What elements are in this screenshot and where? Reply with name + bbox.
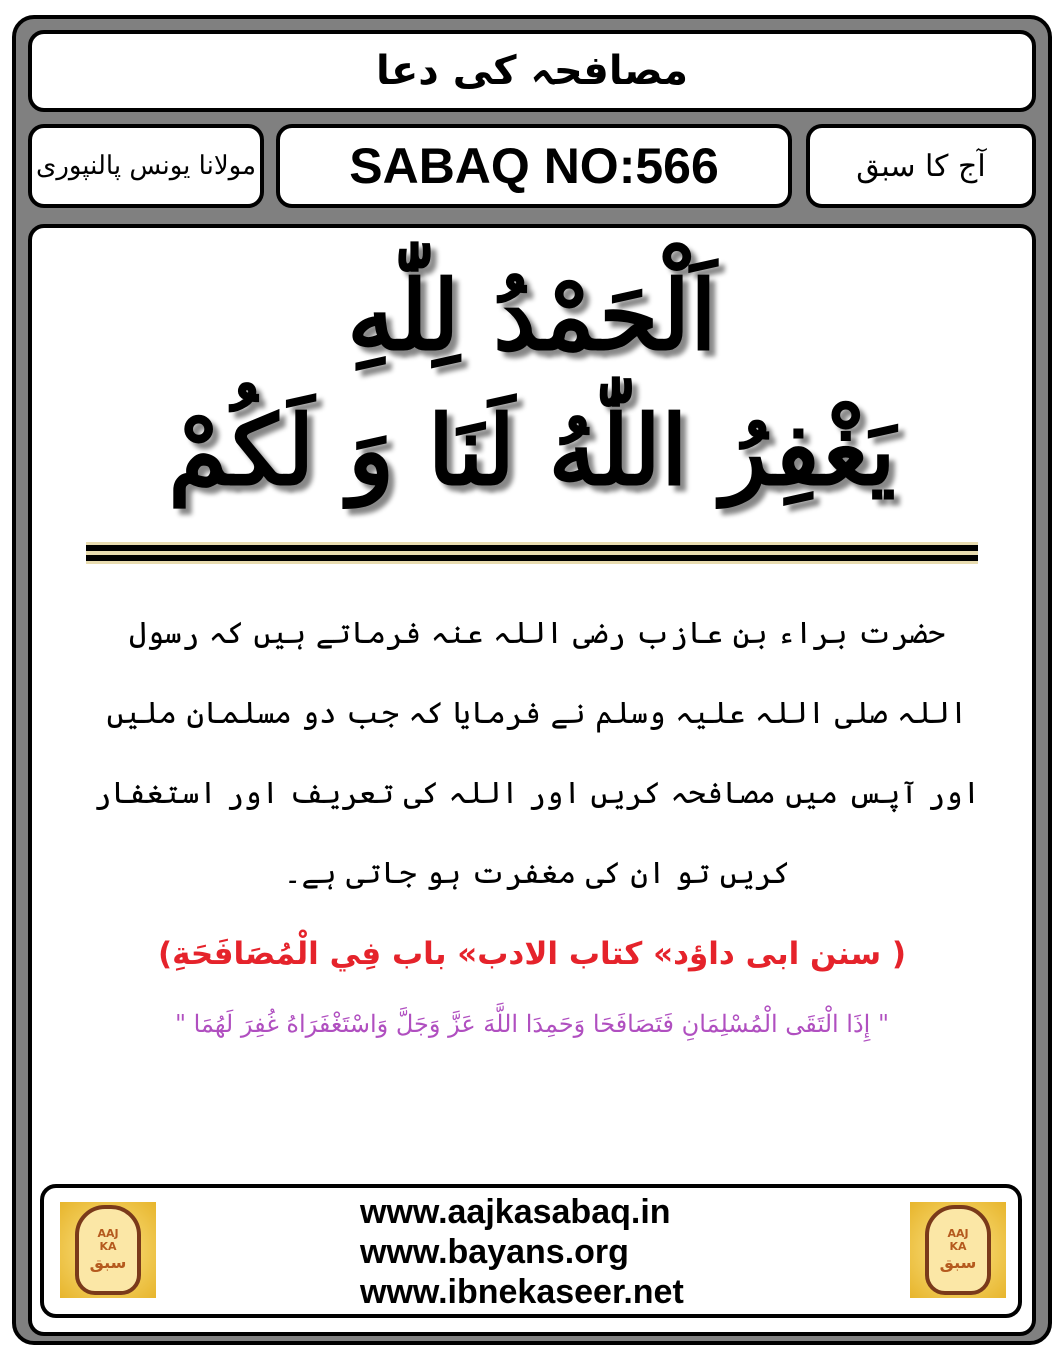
urdu-paragraph: حضرت براء بن عازب رضی اللہ عنہ فرماتے ہیں کہ رسول اللہ صلی اللہ علیہ وسلم نے فرمایا کہ جب دو مسلمان ملیں اور آپس میں مصافحہ کریں اور اللہ کی تعریف اور استغفار کریں تو ان کی مغفرت ہو جاتی ہے۔	[93, 616, 981, 892]
author-label: مولانا یونس پالنپوری	[28, 124, 264, 208]
reference: ( سنن ابی داؤد» کتاب الادب» باب فِي الْمُصَافَحَةِ)	[157, 936, 907, 973]
today-lesson-label: آج کا سبق	[806, 124, 1036, 208]
hadith-text: " إِذَا الْتَقَى الْمُسْلِمَانِ فَتَصَافَحَا وَحَمِدَا اللَّهَ عَزَّ وَجَلَّ وَاسْتَغْفَرَاهُ غُفِرَ لَهُمَا "	[175, 1010, 889, 1039]
arabic-heading-1: اَلْحَمْدُ لِلّٰهِ	[347, 259, 717, 372]
sabaq-number: SABAQ NO:566	[276, 124, 792, 208]
logo-left	[60, 1202, 156, 1298]
content-panel	[28, 224, 1036, 1336]
link-ibnekaseer[interactable]: www.ibnekaseer.net	[360, 1273, 684, 1311]
page-title: مصافحہ کی دعا	[28, 30, 1036, 112]
divider	[86, 542, 978, 564]
logo-text: سبق	[939, 1253, 977, 1272]
arabic-heading-2: يَغْفِرُ اللّٰهُ لَنَا وَ لَكُمْ	[168, 394, 896, 508]
logo-text: AAJ	[947, 1227, 969, 1240]
link-bayans[interactable]: www.bayans.org	[360, 1233, 629, 1271]
logo-right	[910, 1202, 1006, 1298]
logo-text: AAJ	[97, 1227, 119, 1240]
logo-text: KA	[949, 1240, 967, 1253]
footer	[40, 1184, 1022, 1318]
link-aajkasabaq[interactable]: www.aajkasabaq.in	[360, 1193, 671, 1231]
logo-text: KA	[99, 1240, 117, 1253]
website-links	[360, 1192, 684, 1312]
logo-text: سبق	[89, 1253, 127, 1272]
